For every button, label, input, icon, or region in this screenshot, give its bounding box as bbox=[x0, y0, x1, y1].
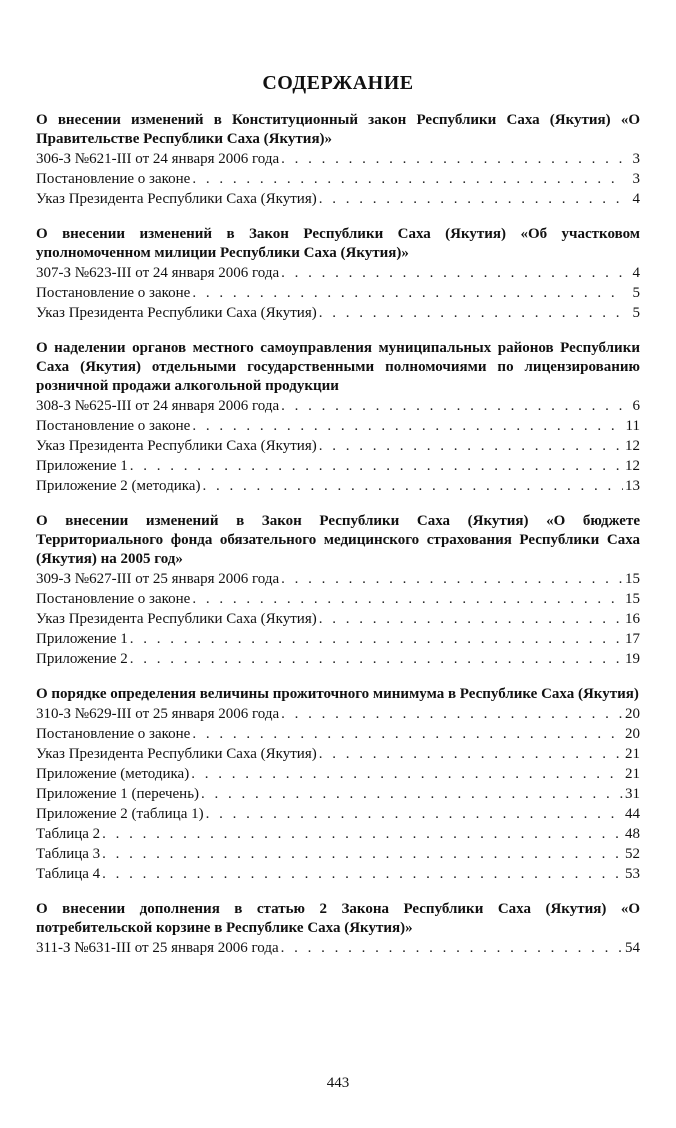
toc-section-heading: О внесении изменений в Закон Республики Саха (Якутия) «Об участковом уполномоченном милиции Республики Саха (Якутия)» bbox=[36, 226, 640, 261]
toc-entry-label: Постановление о законе bbox=[36, 726, 191, 742]
toc-entry bbox=[36, 189, 640, 209]
toc-entry bbox=[36, 938, 640, 958]
toc-entry-page: 15 bbox=[625, 571, 640, 587]
dot-leader bbox=[192, 416, 623, 436]
toc-entry-label: Указ Президента Республики Саха (Якутия) bbox=[36, 746, 317, 762]
toc-entry-label: Постановление о законе bbox=[36, 591, 191, 607]
toc-entry-page: 48 bbox=[625, 826, 640, 842]
dot-leader bbox=[102, 824, 623, 844]
toc-entry bbox=[36, 804, 640, 824]
dot-leader bbox=[319, 609, 623, 629]
toc-entry bbox=[36, 263, 640, 283]
toc-entry-label: Приложение 1 bbox=[36, 458, 128, 474]
toc-entry-page: 5 bbox=[632, 305, 640, 321]
dot-leader bbox=[102, 864, 623, 884]
dot-leader bbox=[130, 629, 623, 649]
dot-leader bbox=[192, 589, 623, 609]
dot-leader bbox=[202, 476, 623, 496]
toc-section-heading: О внесении дополнения в статью 2 Закона Республики Саха (Якутия) «О потребительской корзине в Республике Саха (Якутия)» bbox=[36, 901, 640, 936]
dot-leader bbox=[281, 263, 624, 283]
toc-entry-label: 309-З №627-III от 25 января 2006 года bbox=[36, 571, 280, 587]
toc-entry-page: 3 bbox=[632, 151, 640, 167]
toc-entry bbox=[36, 864, 640, 884]
toc-entry-label: Приложение 2 (методика) bbox=[36, 478, 201, 494]
toc-entry-page: 15 bbox=[625, 591, 640, 607]
page-number: 443 bbox=[326, 1075, 350, 1091]
toc-entry-label: Постановление о законе bbox=[36, 171, 191, 187]
document-page bbox=[36, 72, 640, 974]
toc-entry-label: 307-З №623-III от 24 января 2006 года bbox=[36, 265, 280, 281]
toc-entry bbox=[36, 476, 640, 496]
dot-leader bbox=[319, 744, 623, 764]
dot-leader bbox=[206, 804, 623, 824]
toc-entry-page: 54 bbox=[625, 940, 640, 956]
dot-leader bbox=[201, 784, 623, 804]
dot-leader bbox=[319, 436, 623, 456]
toc-entry-page: 21 bbox=[625, 746, 640, 762]
toc-section-heading: О наделении органов местного самоуправления муниципальных районов Республики Саха (Якутия) отдельными государственными полномочиями по лицензированию розничной продажи алкогольной продукции bbox=[36, 340, 640, 394]
table-of-contents bbox=[36, 111, 640, 958]
toc-entry-label: Приложение 2 bbox=[36, 651, 128, 667]
toc-section bbox=[36, 512, 640, 669]
toc-entry bbox=[36, 436, 640, 456]
toc-entry-page: 17 bbox=[625, 631, 640, 647]
dot-leader bbox=[192, 724, 623, 744]
toc-section bbox=[36, 339, 640, 496]
toc-section bbox=[36, 111, 640, 209]
toc-entry-label: Постановление о законе bbox=[36, 285, 191, 301]
toc-entry-label: Постановление о законе bbox=[36, 418, 191, 434]
dot-leader bbox=[191, 764, 623, 784]
toc-entry bbox=[36, 704, 640, 724]
dot-leader bbox=[192, 283, 624, 303]
dot-leader bbox=[130, 456, 623, 476]
toc-entry bbox=[36, 649, 640, 669]
dot-leader bbox=[102, 844, 623, 864]
toc-entry-label: Указ Президента Республики Саха (Якутия) bbox=[36, 438, 317, 454]
toc-entry-label: Указ Президента Республики Саха (Якутия) bbox=[36, 611, 317, 627]
toc-section bbox=[36, 900, 640, 958]
toc-entry-page: 20 bbox=[625, 706, 640, 722]
toc-entry-page: 13 bbox=[625, 478, 640, 494]
dot-leader bbox=[319, 303, 624, 323]
toc-entry-page: 12 bbox=[625, 458, 640, 474]
toc-entry-label: Таблица 2 bbox=[36, 826, 101, 842]
toc-entry-page: 31 bbox=[625, 786, 640, 802]
toc-entry bbox=[36, 149, 640, 169]
toc-entry-label: Таблица 3 bbox=[36, 846, 101, 862]
toc-entry bbox=[36, 416, 640, 436]
toc-entry-label: 306-З №621-III от 24 января 2006 года bbox=[36, 151, 280, 167]
page-title: СОДЕРЖАНИЕ bbox=[262, 72, 414, 94]
toc-entry bbox=[36, 629, 640, 649]
toc-entry-label: 308-З №625-III от 24 января 2006 года bbox=[36, 398, 280, 414]
toc-entry bbox=[36, 569, 640, 589]
toc-entry-label: Приложение 1 (перечень) bbox=[36, 786, 200, 802]
toc-entry-page: 4 bbox=[632, 265, 640, 281]
toc-entry-page: 11 bbox=[625, 418, 640, 434]
toc-entry bbox=[36, 609, 640, 629]
toc-entry bbox=[36, 824, 640, 844]
dot-leader bbox=[281, 704, 623, 724]
toc-entry-label: Приложение 2 (таблица 1) bbox=[36, 806, 204, 822]
toc-entry-page: 6 bbox=[632, 398, 640, 414]
toc-entry bbox=[36, 784, 640, 804]
toc-entry-page: 3 bbox=[632, 171, 640, 187]
dot-leader bbox=[192, 169, 624, 189]
dot-leader bbox=[281, 396, 624, 416]
dot-leader bbox=[130, 649, 623, 669]
toc-entry bbox=[36, 283, 640, 303]
toc-entry-page: 20 bbox=[625, 726, 640, 742]
toc-entry-page: 44 bbox=[625, 806, 640, 822]
toc-entry bbox=[36, 589, 640, 609]
toc-entry-label: 310-З №629-III от 25 января 2006 года bbox=[36, 706, 280, 722]
toc-entry-page: 12 bbox=[625, 438, 640, 454]
toc-section-heading: О внесении изменений в Закон Республики Саха (Якутия) «О бюджете Территориального фонда обязательного медицинского страхования Республики Саха (Якутия) на 2005 год» bbox=[36, 513, 640, 567]
toc-entry-page: 53 bbox=[625, 866, 640, 882]
toc-entry bbox=[36, 303, 640, 323]
toc-section-heading: О порядке определения величины прожиточного минимума в Республике Саха (Якутия) bbox=[36, 686, 639, 702]
toc-entry-page: 52 bbox=[625, 846, 640, 862]
toc-entry-page: 21 bbox=[625, 766, 640, 782]
dot-leader bbox=[281, 938, 623, 958]
toc-entry bbox=[36, 456, 640, 476]
toc-entry bbox=[36, 724, 640, 744]
toc-entry bbox=[36, 764, 640, 784]
toc-entry-label: Приложение 1 bbox=[36, 631, 128, 647]
toc-entry-page: 5 bbox=[632, 285, 640, 301]
toc-entry-label: Таблица 4 bbox=[36, 866, 101, 882]
toc-entry-label: Указ Президента Республики Саха (Якутия) bbox=[36, 305, 317, 321]
toc-entry-label: Приложение (методика) bbox=[36, 766, 190, 782]
toc-entry-page: 19 bbox=[625, 651, 640, 667]
toc-entry-page: 16 bbox=[625, 611, 640, 627]
toc-entry bbox=[36, 844, 640, 864]
dot-leader bbox=[281, 149, 624, 169]
toc-section bbox=[36, 225, 640, 323]
toc-section-heading: О внесении изменений в Конституционный закон Республики Саха (Якутия) «О Правительстве Республики Саха (Якутия)» bbox=[36, 112, 640, 147]
toc-entry bbox=[36, 169, 640, 189]
toc-entry bbox=[36, 744, 640, 764]
toc-entry-label: Указ Президента Республики Саха (Якутия) bbox=[36, 191, 317, 207]
toc-entry-label: 311-З №631-III от 25 января 2006 года bbox=[36, 940, 279, 956]
dot-leader bbox=[319, 189, 624, 209]
toc-entry-page: 4 bbox=[632, 191, 640, 207]
toc-entry bbox=[36, 396, 640, 416]
toc-section bbox=[36, 685, 640, 884]
dot-leader bbox=[281, 569, 623, 589]
